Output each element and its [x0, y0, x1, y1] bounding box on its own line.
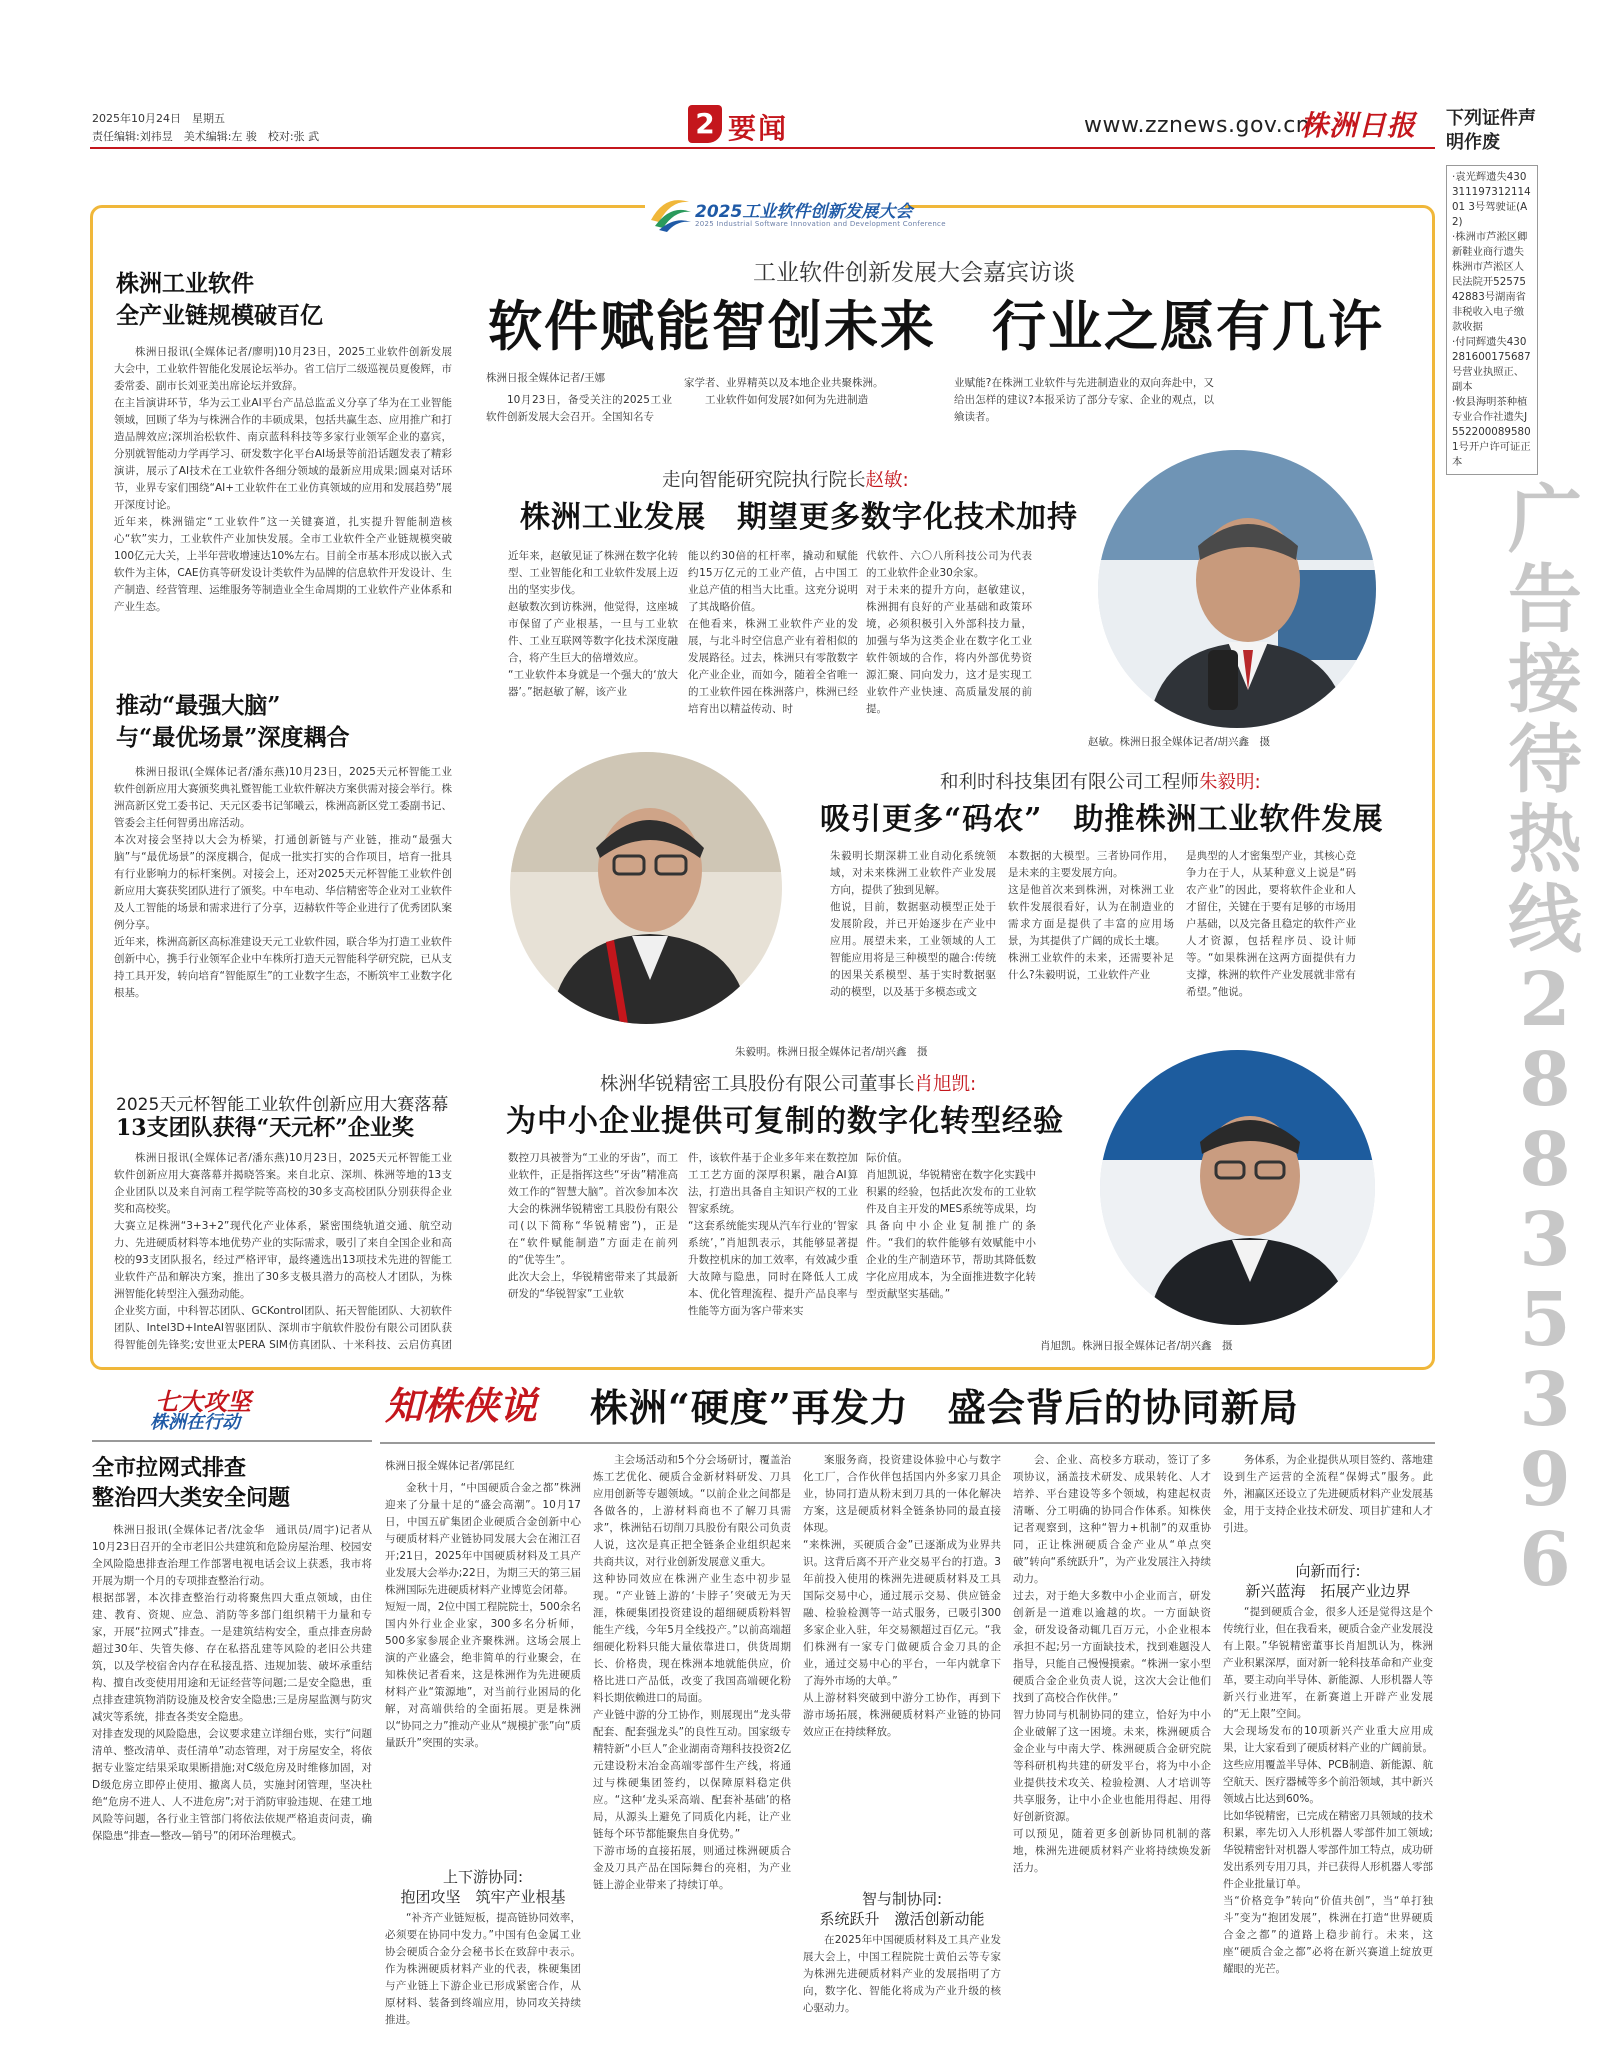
- column-logo-line2: 株洲在行动: [150, 1412, 240, 1433]
- bottom-col4: 会、企业、高校多方联动，签订了多项协议，涵盖技术研发、成果转化、人才培养、平台建设等多个领域，构建起权责清晰、分工明确的协同合作体系。知株侠记者观察到，这种“智力+机制”的双重协同，正让株洲硬质合金产业从“单点突破”转向“系统跃升”，为产业发展注入持续动力。 过去，对于绝大多数中小企业而言，研发创新是一道难以逾越的坎。一方面缺资金，研发设备动辄几百万元，小企业根本承担不起;另一方面缺技术，找到难题没人指导，只能自己慢慢摸索。“株洲一家小型硬质合金企业负责人说，这次大会让他们找到了高校合作伙伴。” 智力协同与机制协同的建立，恰好为中小企业破解了这一困境。未来，株洲硬质合金企业与中南大学、株洲硬质合金研究院等科研机构共建的研发平台，将为中小企业提供技术攻关、检验检测、人才培训等共享服务，让中小企业也能用得起、用得好创新资源。 可以预见，随着更多创新协同机制的落地，株洲先进硬质材料产业将持续焕发新活力。: [1013, 1454, 1211, 1874]
- ad-char: 热: [1508, 797, 1582, 883]
- news3-body: 株洲日报讯(全媒体记者/潘东燕)10月23日，2025天元杯智能工业软件创新应用大赛落幕并揭晓答案。来自北京、深圳、株洲等地的13支企业团队以及来自河南工程学院等高校的30多支高校团队分别获得企业奖和高校奖。 大赛立足株洲“3+3+2”现代化产业体系，紧密围绕轨道交通、航空动力、先进硬质材料等本地优势产业的实际需求，吸引了来自全国企业和高校的93支团队报名，经过严格评审，最终遴选出13项技术先进的智能工业软件产品和解决方案，推出了30多支极具潜力的高校人才团队，为株洲智能化转型注入强劲动能。 企业奖方面，中科智芯团队、GCKontrol团队、拓天智能团队、大初软件团队、Intel3D+InteAI智驱团队、深圳市宇航软件股份有限公司团队获得智能创先锋奖;安世亚太PERA SIM仿真团队、十米科技、云启仿真团: [114, 1152, 452, 1351]
- bottom-headline-rule: [380, 1442, 1435, 1444]
- interview3-photo: [1100, 1050, 1375, 1325]
- ad-char: 3: [1519, 1357, 1571, 1443]
- bottom-headline: 株洲“硬度”再发力 盛会背后的协同新局: [590, 1385, 1299, 1430]
- portrait-xiao-xukai: [1100, 1050, 1375, 1325]
- ad-char: 3: [1519, 1197, 1571, 1283]
- bottom-col2: 主会场活动和5个分会场研讨，覆盖治炼工艺优化、硬质合金新材料研发、刀具应用创新等专题领域。“以前企业之间都是各做各的，上游材料商也不了解刀具需求”，株洲钻石切削刀具股份有限公司负责人说，这次是真正把全链条企业组织起来共商共议，对行业创新发展意义重大。 这种协同效应在株洲产业生态中初步显现。“产业链上游的‘卡脖子’突破无为天涯，株硬集团投资建设的超细硬质粉料智能生产线，今年5月全线投产。”以前高端超细硬化粉料只能大量依靠进口，供货周期长、价格贵，现在株洲本地就能供应，价格比进口产品低，改变了我国高端硬化粉料长期依赖进口的局面。 产业链中游的分工协作，则展现出“龙头带配套、配套强龙头”的良性互动。国家级专精特新“小巨人”企业湖南奇翔科技投资2亿元建设粉末冶金高端零部件生产线，将通过与株硬集团签约，以保障原料稳定供应。“这种‘龙头采高端、配套补基础’的格局，从源头上避免了同质化内耗，让产业链每个环节都能聚焦自身优势。” 下游市场的直接拓展，则通过株洲硬质合金及刀具产品在国际舞台的亮相，为产业链上游企业带来了持续订单。: [593, 1454, 791, 1891]
- interview1-role: 走向智能研究院执行院长: [662, 470, 866, 491]
- interview3-title: 为中小企业提供可复制的数字化转型经验: [506, 1104, 1064, 1139]
- interview1-col1: 近年来，赵敏见证了株洲在数字化转型、工业智能化和工业软件发展上迈出的坚实步伐。 赵敏数次到访株洲，他觉得，这座城市保留了产业根基，一旦与工业软件、工业互联网等数字化技术深度融合，将产生巨大的倍增效应。 “工业软件本身就是一个强大的‘放大器’。”据赵敏了解，该产业: [508, 550, 678, 698]
- ad-hotline: [1500, 477, 1590, 1603]
- section-name: 要闻: [728, 112, 789, 145]
- news3-kicker: 2025天元杯智能工业软件创新应用大赛落幕: [116, 1095, 449, 1115]
- feature-intro-col3: 业赋能?在株洲工业软件与先进制造业的双向奔赴中，又给出怎样的建议?本报采访了部分专家、企业的观点，以飨读者。: [954, 377, 1214, 423]
- left-column-divider: [92, 1440, 372, 1442]
- news3-title: 13支团队获得“天元杯”企业奖: [116, 1115, 414, 1141]
- header-divider: [90, 147, 1435, 149]
- page-number-badge: 2: [688, 105, 722, 143]
- ad-char: 6: [1519, 1517, 1571, 1603]
- interview1-col3: 代软件、六〇八所科技公司为代表的工业软件企业30余家。 对于未来的提升方向，赵敏建议，株洲拥有良好的产业基础和政策环境，必须积极引入外部科技力量，加强与华为这类企业在数字化工业软件领域的合作，将内外部优势资源汇聚、同向发力，这才是实现工业软件产业快速、高质量发展的前提。: [866, 550, 1032, 715]
- interview2-role: 和利时科技集团有限公司工程师: [940, 772, 1200, 793]
- interview3-kicker: [600, 1070, 976, 1096]
- bottom-col3-subhead2: 系统跃升 激活创新动能: [819, 1910, 985, 1928]
- feature-intro-col2: 家学者、业界精英以及本地企业共聚株洲。 工业软件如何发展?如何为先进制造: [684, 377, 884, 406]
- ad-char: 线: [1508, 877, 1582, 963]
- ad-char: 接: [1508, 637, 1582, 723]
- notice-item: ·付同辉遗失430281600175687号营业执照正、副本: [1452, 336, 1531, 393]
- notice-item: ·袁光辉遗失43031119731211401 3号驾驶证(A2): [1452, 171, 1531, 228]
- newspaper-logo: 株洲日报: [1300, 109, 1417, 142]
- interview2-name: 朱毅明:: [1199, 772, 1261, 793]
- ad-char: 广: [1508, 477, 1582, 563]
- interview2-caption: 朱毅明。株洲日报全媒体记者/胡兴鑫 摄: [735, 1046, 928, 1058]
- interview1-caption: 赵敏。株洲日报全媒体记者/胡兴鑫 摄: [1088, 736, 1271, 748]
- ad-char: 2: [1519, 957, 1571, 1043]
- site-url[interactable]: www.zznews.gov.cn: [1084, 113, 1311, 138]
- ad-char: 8: [1519, 1037, 1571, 1123]
- bottom-col5-subhead1: 向新而行:: [1295, 1562, 1361, 1580]
- interview3-name: 肖旭凯:: [914, 1074, 977, 1095]
- conference-subtitle: 2025 Industrial Software Innovation and Development Conference: [695, 220, 946, 228]
- news1-title-line1: 株洲工业软件: [116, 270, 254, 297]
- safety-title-line1: 全市拉网式排查: [92, 1455, 247, 1481]
- bottom-col5-subhead2: 新兴蓝海 拓展产业边界: [1245, 1582, 1411, 1600]
- interview3-caption: 肖旭凯。株洲日报全媒体记者/胡兴鑫 摄: [1040, 1340, 1233, 1352]
- interview3-col2: 件，该软件基于企业多年来在数控加工工艺方面的深厚积累，融合AI算法，打造出具备自主知识产权的工业智家系统。 “这套系统能实现从汽车行业的‘智家系统’，”肖旭凯表示，其能够显著提升数控机床的加工效率，有效减少重大故障与隐患，同时在降低人工成本、优化管理流程、提升产品良率与性能等方面为客户带来实: [688, 1152, 858, 1317]
- ad-char: 待: [1508, 717, 1582, 803]
- safety-body: 株洲日报讯(全媒体记者/沈金华 通讯员/周宇)记者从10月23日召开的全市老旧公共建筑和危险房屋治理、校园安全风险隐患排查治理工作部署电视电话会议上获悉，我市将开展为期一个月的专项排查整治行动。 根据部署，本次排查整治行动将聚焦四大重点领域，由住建、教育、资规、应急、消防等多部门组织精干力量和专家，开展“拉网式”排查。一是建筑结构安全，重点排查房龄超过30年、失管失修、存在私搭乱建等风险的老旧公共建筑，以及学校宿舍内存在私接乱搭、违规加装、破坏承重结构、擅自改变使用用途和无证经营等问题;二是安全隐患，重点排查建筑物消防设施及校舍安全隐患;三是房屋监测与防灾减灾等系统，排查各类安全隐患。 对排查发现的风险隐患，会议要求建立详细台账，实行“问题清单、整改清单、责任清单”动态管理，对于房屋安全，将依据专业鉴定结果采取果断措施;对C级危房及时维修加固，对D级危房立即停止使用、撤离人员，实施封闭管理，坚决杜绝“危房不进人、人不进危房”;对于消防审验违规、在建工地风险等问题，各行业主管部门将依法依规严格追责问责，确保隐患“排查—整改—销号”的闭环治理模式。: [92, 1524, 372, 1842]
- interview2-col3: 是典型的人才密集型产业，其核心竞争力在于人，从某种意义上说是“码农产业”的因此，要将软件企业和人才留住，关键在于要有足够的市场用户基础，以及完备且稳定的软件产业人才资源，包括程序员、设计师等。“如果株洲在这两方面提供有力支撑，株洲的软件产业发展就非常有希望。”他说。: [1186, 850, 1356, 998]
- bottom-col1-lead: 金秋十月，“中国硬质合金之都”株洲迎来了分量十足的“盛会高潮”。10月17日，中国五矿集团企业硬质合金创新中心与硬质材料产业链协同发展大会在湘江召开;21日，2025年中国硬质材料及工具产业发展大会举办;22日，为期三天的第三届株洲国际先进硬质材料产业博览会闭幕。 短短一周，2位中国工程院院士，500余名国内外行业企业家，300多名分析师，500多家参展企业齐聚株洲。这场会展上演的产业盛会，绝非简单的行业聚会，在知株侠记者看来，这是株洲作为先进硬质材料产业“策源地”，对当前行业困局的化解，对高端供给的全面拓展。更是株洲以“协同之力”推动产业从“规模扩张”向“质量跃升”突围的实录。: [385, 1482, 581, 1749]
- bottom-byline: 株洲日报全媒体记者/郭昆红: [385, 1460, 515, 1472]
- interview3-role: 株洲华锐精密工具股份有限公司董事长: [600, 1074, 915, 1095]
- interview2-col1: 朱毅明长期深耕工业自动化系统领域，对未来株洲工业软件产业发展方向，提供了独到见解。 他说，目前，数据驱动模型正处于发展阶段，并已开始逐步在产业中应用。展望未来，工业领域的人工智能应用将是三种模型的融合:传统的因果关系模型、基于实时数据驱动的模型，以及基于多模态或文: [830, 850, 996, 998]
- portrait-zhu-yiming: [510, 752, 782, 1024]
- interview3-col1: 数控刀具被誉为“工业的牙齿”，而工业软件，正是指挥这些“牙齿”精准高效工作的“智慧大脑”。首次参加本次大会的株洲华锐精密工具股份有限公司(以下简称“华锐精密”)，正是在“软件赋能制造”方面走在前列的“优等生”。 此次大会上，华锐精密带来了其最新研发的“华锐智家”工业软: [508, 1152, 678, 1300]
- bottom-col1-subhead2: 抱团攻坚 筑牢产业根基: [400, 1888, 566, 1906]
- feature-headline: 软件赋能智创未来 行业之愿有几许: [488, 294, 1384, 358]
- feature-kicker: 工业软件创新发展大会嘉宾访谈: [753, 260, 1075, 286]
- ad-char: 9: [1519, 1437, 1571, 1523]
- interview1-name: 赵敏:: [865, 470, 909, 491]
- column-logo-line1: 七大攻坚: [155, 1388, 251, 1416]
- feature-byline: 株洲日报全媒体记者/王娜: [486, 372, 606, 384]
- interview1-kicker: [662, 466, 909, 492]
- editors-line: 责任编辑:刘祎昱 美术编辑:左 骏 校对:张 武: [92, 130, 320, 143]
- interview2-kicker: [940, 768, 1261, 794]
- interview1-photo: [1098, 450, 1376, 728]
- notice-box: [1446, 165, 1538, 475]
- conference-title: 2025工业软件创新发展大会: [695, 202, 913, 222]
- news2-title-line2: 与“最优场景”深度耦合: [116, 724, 350, 751]
- zhizhuxia-logo: 知株侠说: [385, 1383, 538, 1428]
- interview2-title: 吸引更多“码农” 助推株洲工业软件发展: [820, 802, 1384, 837]
- bottom-col5-tail: “提到硬质合金，很多人还是觉得这是个传统行业，但在我看来，硬质合金产业发展没有上限。”华锐精密董事长肖旭凯认为，株洲产业积累深厚，面对新一轮科技革命和产业变革，要主动向半导体、新能源、人形机器人等新兴行业进军，在新赛道上开辟产业发展的“无上限”空间。 大会现场发布的10项新兴产业重大应用成果，让大家看到了硬质材料产业的广阔前景。这些应用覆盖半导体、PCB制造、新能源、航空航天、医疗器械等多个前沿领域，其中新兴领域占比达到60%。 比如华锐精密，已完成在精密刀具领域的技术积累，率先切入人形机器人零部件加工领域;华锐精密针对机器人零部件加工特点，成功研发出系列专用刀具，并已获得人形机器人零部件企业批量订单。 当“价格竞争”转向“价值共创”，当“单打独斗”变为“抱团发展”，株洲在打造“世界硬质合金之都”的道路上稳步前行。未来，这座“硬质合金之都”必将在新兴赛道上绽放更耀眼的光芒。: [1223, 1606, 1433, 1975]
- conference-swirl-icon: [645, 190, 693, 234]
- portrait-zhao-min: [1098, 450, 1376, 728]
- interview1-col2: 能以约30倍的杠杆率，撬动和赋能约15万亿元的工业产值，占中国工业总产值的相当大比重。这充分说明了其战略价值。 在他看来，株洲工业软件产业的发展，与北斗时空信息产业有着相似的发展路径。过去，株洲只有零散数字化产业企业，而如今，随着全省唯一的工业软件园在株洲落户，株洲已经培育出以精益传动、时: [688, 550, 858, 715]
- feature-intro-col1: [486, 392, 672, 442]
- bottom-col3-subhead1: 智与制协同:: [861, 1890, 943, 1908]
- safety-title-line2: 整治四大类安全问题: [92, 1485, 291, 1511]
- notice-item: ·攸县海明茶种植专业合作社遗失J5522000895801号开户许可证正本: [1452, 396, 1531, 468]
- interview3-col3: 际价值。 肖旭凯说，华锐精密在数字化实践中积累的经验，包括此次发布的工业软件及自主开发的MES系统等成果，均具备向中小企业复制推广的条件。“我们的软件能够有效赋能中小企业的生产制造环节，帮助其降低数字化应用成本，为全面推进数字化转型贡献坚实基础。”: [866, 1152, 1036, 1300]
- ad-char: 告: [1508, 557, 1582, 643]
- news1-body: 株洲日报讯(全媒体记者/廖明)10月23日，2025工业软件创新发展大会中，工业软件智能化发展论坛举办。省工信厅二级巡视员夏俊辉，市委常委、副市长刘亚美出席论坛并致辞。 在主旨演讲环节，华为云工业AI平台产品总监孟义分享了华为在工业智能领域，回顾了华为与株洲合作的丰硕成果，包括共赢生态、应用推广和打造品牌效应;深圳治松软件、南京蓝科科技等多家行业领军企业的嘉宾，分别就智能动力学再学习、研发数字化平台AI场景等前沿话题发表了精彩演讲，展示了AI技术在工业软件各细分领域的最新应用成果;圆桌对话环节，业界专家们围绕“AI+工业软件在工业仿真领域的应用和发展趋势”展开深度讨论。 近年来，株洲锚定“工业软件”这一关键赛道，扎实提升智能制造核心“软”实力，工业软件产业加快发展。全市工业软件全产业链规模突破100亿元大关，上半年营收增速达10%左右。目前全市基本形成以嵌入式软件为主体，CAE仿真等研发设计类软件为品牌的信息软件开发设计、生产制造、经营管理、运维服务等制造业全生命周期的工业软件产业体系和产业生态。: [114, 346, 452, 613]
- interview2-photo: [510, 752, 782, 1024]
- interview2-col2: 本数据的大模型。三者协同作用，是未来的主要发展方向。 这是他首次来到株洲，对株洲工业软件发展很看好，认为在制造业的需求方面是提供了丰富的应用场景，为其提供了广阔的成长土壤。 株洲工业软件的未来，还需要补足什么?朱毅明说，工业软件产业: [1008, 850, 1174, 981]
- ad-char: 5: [1519, 1277, 1571, 1363]
- bottom-col1-tail: “补齐产业链短板，提高链协同效率，必须要在协同中发力。”中国有色金属工业协会硬质合金分会秘书长在致辞中表示。作为株洲硬质材料产业的代表，株硬集团与产业链上下游企业已形成紧密合作，从原材料、装备到终端应用，协同攻关持续推进。: [385, 1912, 581, 2026]
- issue-date: 2025年10月24日 星期五: [92, 112, 225, 125]
- notice-title: 下列证件声明作废: [1446, 108, 1536, 153]
- bottom-col1-subhead1: 上下游协同:: [442, 1868, 524, 1886]
- news2-body: 株洲日报讯(全媒体记者/潘东燕)10月23日，2025天元杯智能工业软件创新应用大赛颁奖典礼暨智能工业软件解决方案供需对接会举行。株洲高新区党工委书记、天元区委书记邹曦云，株洲高新区党工委副书记、管委会主任何智勇出席活动。 本次对接会坚持以大会为桥梁，打通创新链与产业链，推动“最强大脑”与“最优场景”的深度耦合，促成一批实打实的合作项目，培育一批具有行业影响力的标杆案例。对接会上，还对2025天元杯智能工业软件创新应用大赛获奖团队进行了颁奖。中车电动、华信精密等企业对工业软件及人工智能的场景和需求进行了分享，迈赫软件等企业进行了优秀团队案例分享。 近年来，株洲高新区高标准建设天元工业软件园，联合华为打造工业软件创新中心，携手行业领军企业中车株所打造天元智能科学研究院，已从支持工具开发，转向培育“智能原生”的工业数字生态，不断筑牢工业数字化根基。: [114, 766, 452, 999]
- notice-item: ·株洲市芦淞区卿新鞋业商行遗失株洲市芦淞区人民法院开5257542883号湖南省非税收入电子缴款收据: [1452, 231, 1528, 333]
- interview1-title: 株洲工业发展 期望更多数字化技术加持: [520, 500, 1078, 535]
- bottom-col3-tail: 在2025年中国硬质材料及工具产业发展大会上，中国工程院院士黄伯云等专家为株洲先进硬质材料产业的发展指明了方向，数字化、智能化将成为产业升级的核心驱动力。: [803, 1934, 1001, 2014]
- bottom-col3: 案服务商，投资建设体验中心与数字化工厂，合作伙伴包括国内外多家刀具企业，协同打造从粉末到刀具的一体化解决方案，这是硬质材料全链条协同的最直接体现。 “来株洲，买硬质合金”已逐渐成为业界共识。这背后离不开产业交易平台的打造。3年前投入使用的株洲先进硬质材料及工具国际交易中心，通过展示交易、供应链金融、检验检测等一站式服务，已吸引300多家企业入驻，年交易额超过百亿元。“我们株洲有一家专门做硬质合金刀具的企业，通过交易中心的平台，一年内就拿下了海外市场的大单。” 从上游材料突破到中游分工协作，再到下游市场拓展，株洲硬质材料产业链的协同效应正在持续释放。: [803, 1454, 1001, 1738]
- intro-paragraph: 10月23日，备受关注的2025工业软件创新发展大会召开。全国知名专: [486, 394, 672, 423]
- news2-title-line1: 推动“最强大脑”: [116, 692, 281, 719]
- news1-title-line2: 全产业链规模破百亿: [116, 302, 323, 329]
- ad-char: 8: [1519, 1117, 1571, 1203]
- bottom-col5: 务体系，为企业提供从项目签约、落地建设到生产运营的全流程“保姆式”服务。此外，湘赢区还设立了先进硬质材料产业发展基金，用于支持企业技术研发、项目扩建和人才引进。: [1223, 1454, 1433, 1534]
